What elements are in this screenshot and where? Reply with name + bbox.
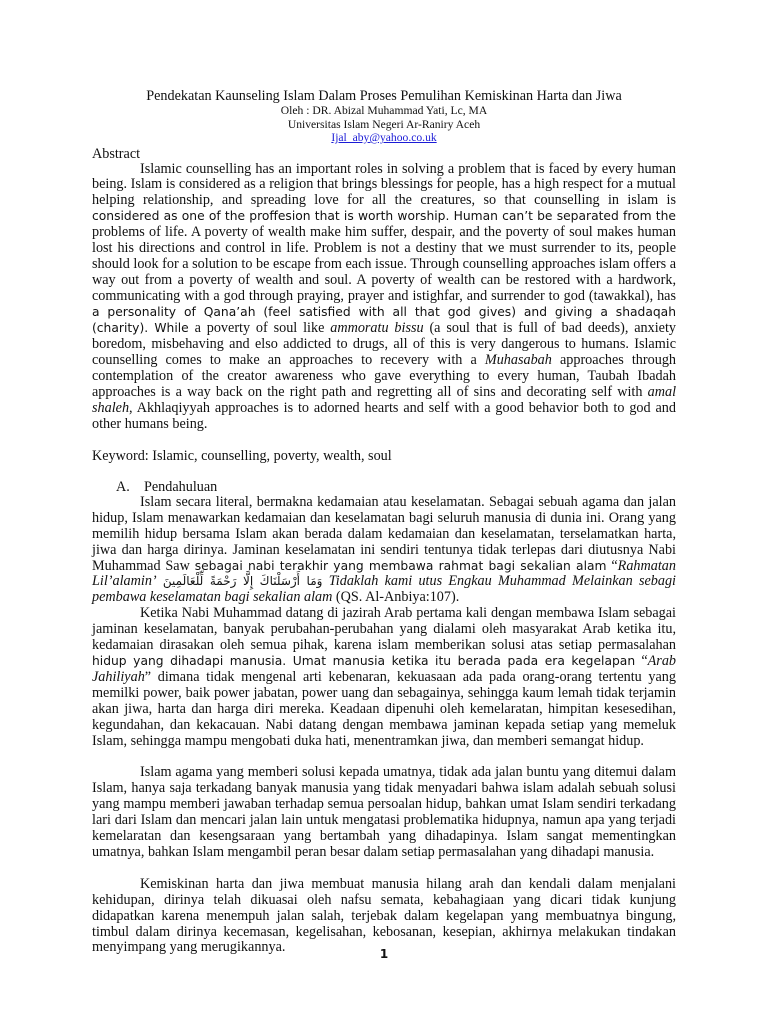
email-link[interactable]: Ijal_aby@yahoo.co.uk [331, 131, 437, 144]
abstract-paragraph: Islamic counselling has an important roles in solving a problem that is faced by every human being. Islam is considered as a religion that brings blessings for people, has a high respect for a mutual helping relationship, and spreading love for all the creatures, so that counselling in islam is considered as one of the proffesion that is worth worship. Human can’t be separated from the problems of life. A poverty of wealth make him suffer, despair, and the poverty of soul makes human lost his directions and control in life. Problem is not a destiny that we must surrender to its, people should look for a solution to be escape from each issue. Through counselling approaches islam offers a way out from a poverty of wealth and soul. A poverty of wealth can be restored with a hardwork, communicating with a god through praying, prayer and istighfar, and surrender to god (tawakkal), has a personality of Qana’ah (feel satisfied with all that god gives) and giving a shadaqah (charity). While a poverty of soul like ammoratu bissu (a soul that is full of bad deeds), anxiety boredom, misbehaving and elso addicted to drugs, all of this is very dangerous to humans. Islamic counselling comes to make an approaches to recevery with a Muhasabah approaches through contemplation of the creator awareness who gave everything to every human, Taubah Ibadah approaches is a way back on the right path and regretting all of sins and decorating self with amal shaleh, Akhlaqiyyah approaches is to adorned hearts and self with a good behavior both to god and other humans being. [92, 160, 677, 432]
keywords-line: Keyword: Islamic, counselling, poverty, wealth, soul [92, 447, 392, 464]
intro-paragraph-2: Ketika Nabi Muhammad datang di jazirah Arab pertama kali dengan membawa Islam sebagai jaminan keselamatan, banyak perubahan-perubahan yang dialami oleh masyarakat Arab ketika itu, kedamaian dirasakan oleh semua pihak, karena islam memberikan solusi atas setiap permasalahan hidup yang dihadapi manusia. Umat manusia ketika itu berada pada era kegelapan “Arab Jahiliyah” dimana tidak mengenal arti kebenaran, kekuasaan ada pada orang-orang tertentu yang memilki power, baik power jabatan, power uang dan sebagainya, sehingga kaum lemah tidak terjamin akan jiwa, harta dan harga diri mereka. Keadaan dipenuhi oleh kemelaratan, himpitan kesesedihan, kegundahan, dan kekacauan. Nabi datang dengan membawa jaminan kepada setiap yang memeluk Islam, sehingga mampu mengobati duka hati, menentramkan jiwa, dan memberi semangat hidup. [92, 605, 677, 749]
arabic-verse: وَمَا أَرْسَلْنَاكَ إِلَّا رَحْمَةً لِّلْعَالَمِينَ [162, 574, 323, 589]
intro-paragraph-4: Kemiskinan harta dan jiwa membuat manusia hilang arah dan kendali dalam menjalani kehidupan, dirinya telah dikuasai oleh nafsu semata, kebahagiaan yang dicari tidak kunjung didapatkan karena menempuh jalan salah, terjebak dalam kegelapan yang membuatnya bingung, timbul dalam dirinya kecemasan, kegelisahan, kebosanan, kesepian, akhirnya melakukan tindakan menyimpang yang merugikannya. [92, 875, 676, 956]
page-number: 1 [379, 947, 389, 961]
author-line: Oleh : DR. Abizal Muhammad Yati, Lc, MA [280, 104, 488, 117]
document-page [92, 88, 676, 956]
intro-paragraph-1: Islam secara literal, bermakna kedamaian atau keselamatan. Sebagai sebuah agama dan jalan hidup, Islam menawarkan kedamaian dan keselamatan bagi seluruh manusia di dunia ini. Orang yang memilih hidup bersama Islam akan berada dalam kedamaian dan keselamatan, terselamatkan harta, jiwa dan harga dirinya. Jaminan keselamatan ini sendiri tentunya tidak terlepas dari diutusnya Nabi Muhammad Saw sebagai nabi terakhir yang membawa rahmat bagi sekalian alam “Rahmatan Lil’alamin’ وَمَا أَرْسَلْنَاكَ إِلَّا رَحْمَةً لِّلْعَالَمِينَ Tidaklah kami utus Engkau Muhammad Melainkan sebagi pembawa keselamatan bagi sekalian alam (QS. Al-Anbiya:107). [92, 493, 676, 606]
abstract-heading: Abstract [92, 145, 141, 162]
intro-paragraph-3: Islam agama yang memberi solusi kepada umatnya, tidak ada jalan buntu yang ditemui dalam Islam, hanya saja terkadang banyak manusia yang tidak menyadari bahwa islam adalah sebuah solusi yang mampu memberi jawaban terhadap semua persoalan hidup, bahkan umat Islam sendiri terkadang lari dari Islam dan mencari jalan lain untuk mengatasi problematika hidupnya, namun apa yang terjadi kemelaratan dan kesengsaraan yang bertambah yang dihadapinya. Islam sangat mementingkan umatnya, bahkan Islam mengambil peran besar dalam setiap permasalahan yang dihadapi manusia. [92, 764, 676, 861]
paper-title: Pendekatan Kaunseling Islam Dalam Proses Pemulihan Kemiskinan Harta dan Jiwa [146, 88, 622, 104]
section-heading: A. Pendahuluan [116, 478, 218, 495]
affiliation-line: Universitas Islam Negeri Ar-Raniry Aceh [287, 117, 481, 131]
